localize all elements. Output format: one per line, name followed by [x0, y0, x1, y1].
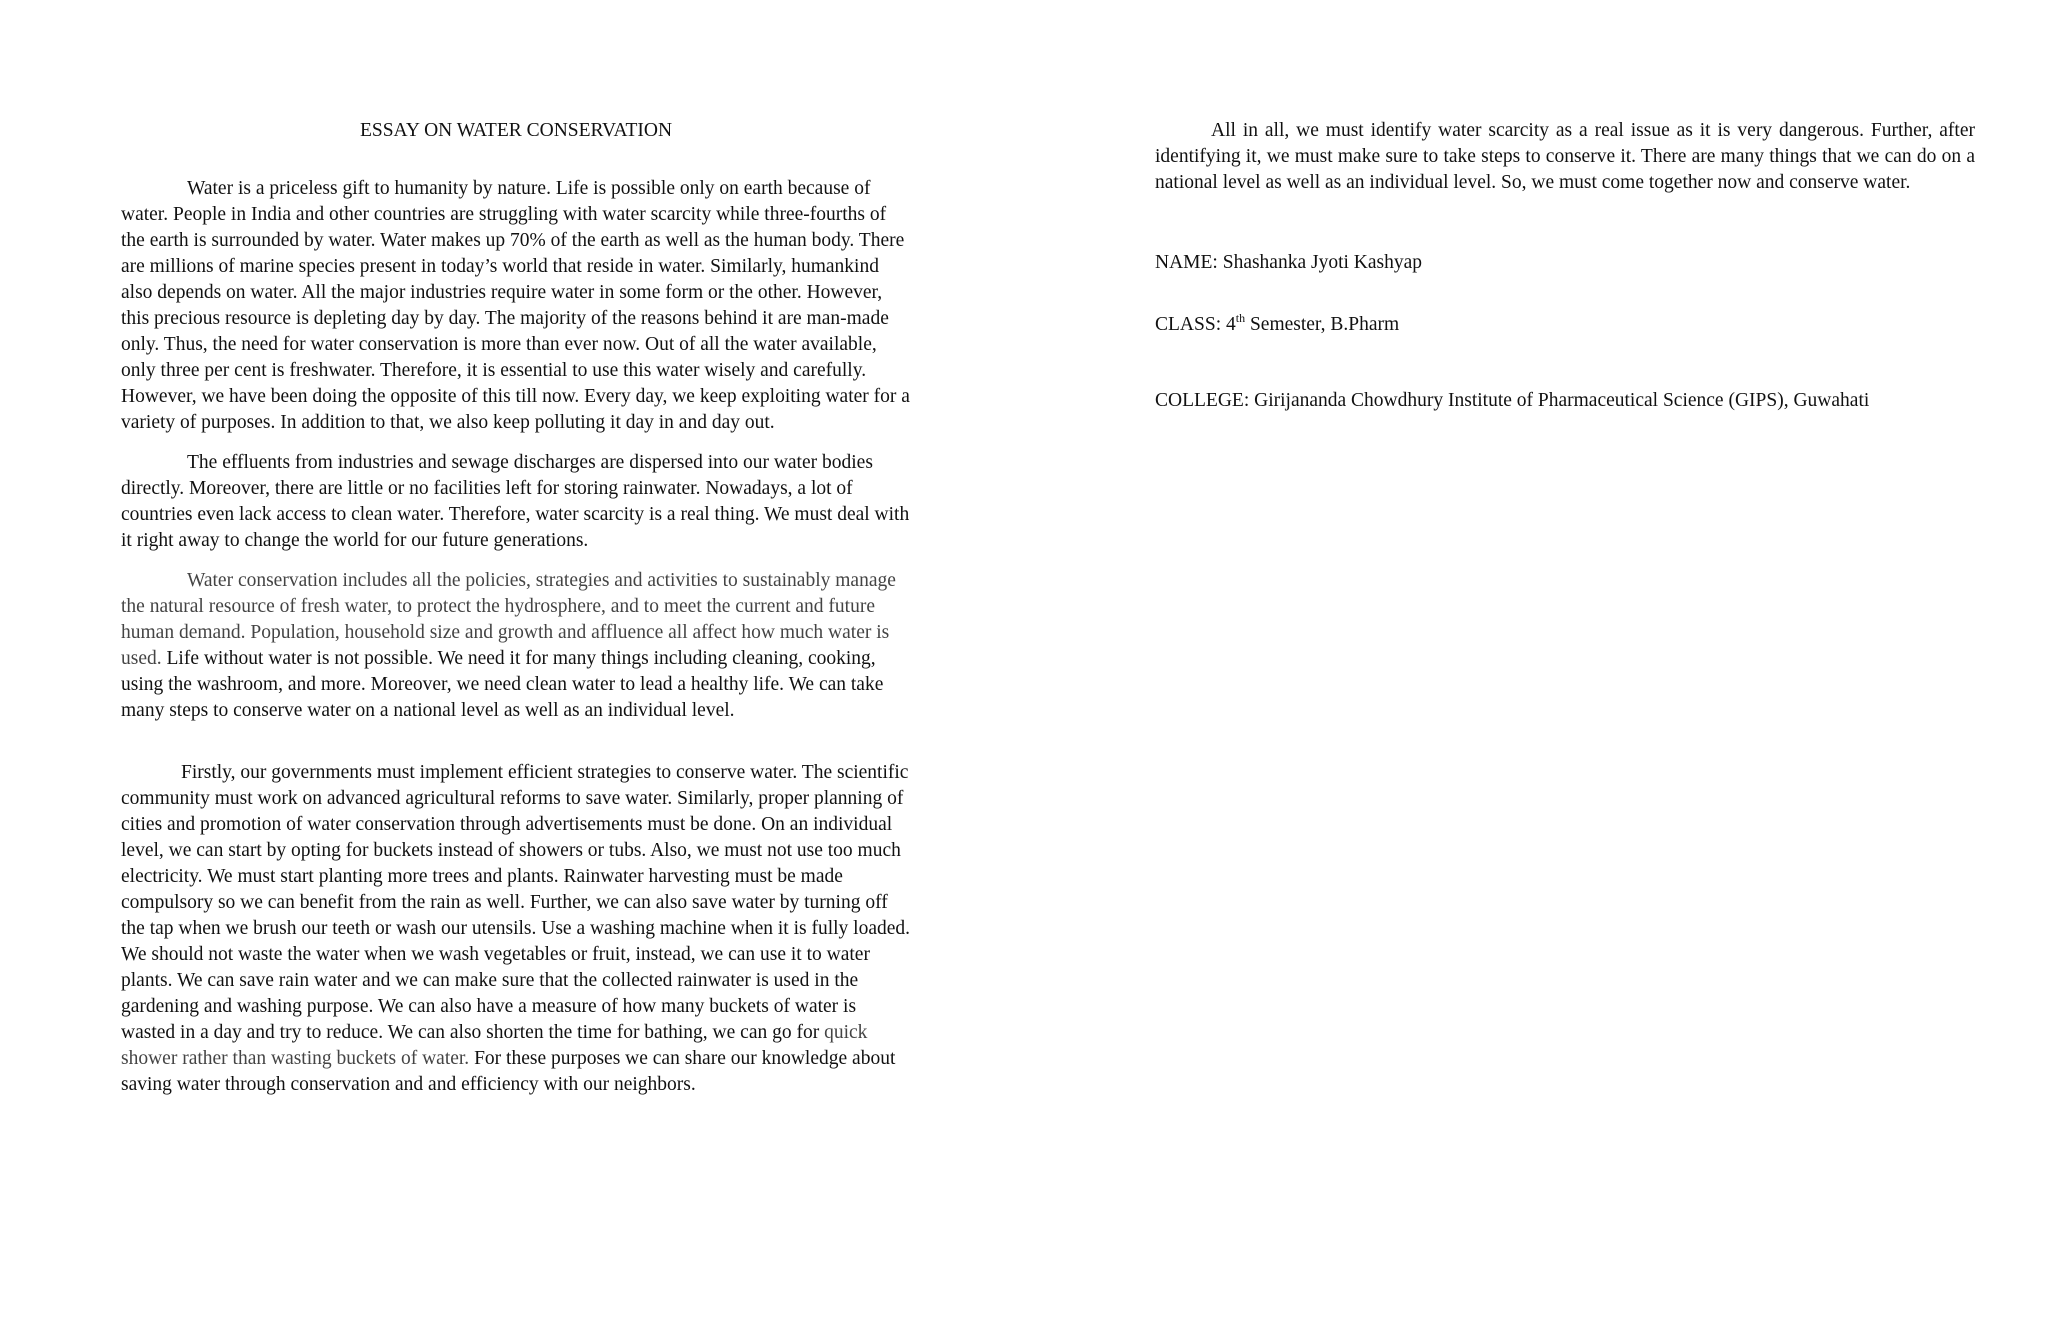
essay-body [121, 118, 911, 1098]
paragraph-4-quoted: quick shower rather than wasting buckets of water. [121, 1022, 868, 1069]
right-page [1024, 0, 2048, 1325]
paragraph-4-part-a: Firstly, our governments must implement efficient strategies to conserve water. The scientific community must work on advanced agricultural reforms to save water. Similarly, proper planning of cities and promotion of water conservation through advertisements must be done. On an individual level, we can start by opting for buckets instead of showers or tubs. Also, we must not use too much electricity. We must start planting more trees and plants. Rainwater harvesting must be made compulsory so we can benefit from the rain as well. Further, we can also save water by turning off the tap when we brush our teeth or wash our utensils. Use a washing machine when it is fully loaded. We should not waste the water when we wash vegetables or fruit, instead, we can use it to water plants. We can save rain water and we can make sure that the collected rainwater is used in the gardening and washing purpose. We can also have a measure of how many buckets of water is wasted in a day and try to reduce. We can also shorten the time for bathing, we can go for [121, 762, 911, 1043]
paragraph-1: Water is a priceless gift to humanity by nature. Life is possible only on earth because of water. People in India and other countries are struggling with water scarcity while three-fourths of the earth is surrounded by water. Water makes up 70% of the earth as well as the human body. There are millions of marine species present in today’s world that reside in water. Similarly, humankind also depends on water. All the major industries require water in some form or the other. However, this precious resource is depleting day by day. The majority of the reasons behind it are man-made only. Thus, the need for water conservation is more than ever now. Out of all the water available, only three per cent is freshwater. Therefore, it is essential to use this water wisely and carefully. However, we have been doing the opposite of this till now. Every day, we keep exploiting water for a variety of purposes. In addition to that, we also keep polluting it day in and day out. [121, 178, 910, 433]
class-number: 4 [1225, 314, 1236, 335]
class-label: CLASS: [1155, 314, 1226, 335]
essay-title: ESSAY ON WATER CONSERVATION [359, 120, 673, 141]
essay-conclusion-column [1155, 118, 1975, 450]
author-class-line [1155, 312, 1975, 338]
author-name-line [1155, 250, 1975, 276]
author-name: Shashanka Jyoti Kashyap [1222, 252, 1423, 273]
name-label: NAME: [1155, 252, 1223, 273]
conclusion-paragraph: All in all, we must identify water scarcity as a real issue as it is very dangerous. Further, after identifying it, we must make sure to take steps to conserve it. There are many things that we can do on a national level as well as an individual level. So, we must come together now and conserve water. [1155, 120, 1975, 193]
paragraph-3-rest: Life without water is not possible. We need it for many things including cleaning, cooking, using the washroom, and more. Moreover, we need clean water to lead a healthy life. We can take many steps to conserve water on a national level as well as an individual level. [121, 648, 884, 721]
paragraph-3-quoted: Water conservation includes all the policies, strategies and activities to sustainably manage the natural resource of fresh water, to protect the hydrosphere, and to meet the current and future human demand. Population, household size and growth and affluence all affect how much water is used. [121, 570, 896, 669]
author-college-line [1155, 388, 1975, 414]
paragraph-4-part-b: For these purposes we can share our knowledge about saving water through conservation and and efficiency with our neighbors. [121, 1048, 896, 1095]
class-ordinal-suffix: th [1235, 311, 1246, 325]
paragraph-4 [121, 760, 911, 1098]
college-label: COLLEGE: [1155, 390, 1255, 411]
college-name: Girijananda Chowdhury Institute of Pharmaceutical Science (GIPS), Guwahati [1254, 390, 1870, 411]
paragraph-2: The effluents from industries and sewage discharges are dispersed into our water bodies directly. Moreover, there are little or no facilities left for storing rainwater. Nowadays, a lot of countries even lack access to clean water. Therefore, water scarcity is a real thing. We must deal with it right away to change the world for our future generations. [121, 452, 910, 551]
class-detail: Semester, B.Pharm [1245, 314, 1400, 335]
paragraph-3 [121, 568, 911, 724]
